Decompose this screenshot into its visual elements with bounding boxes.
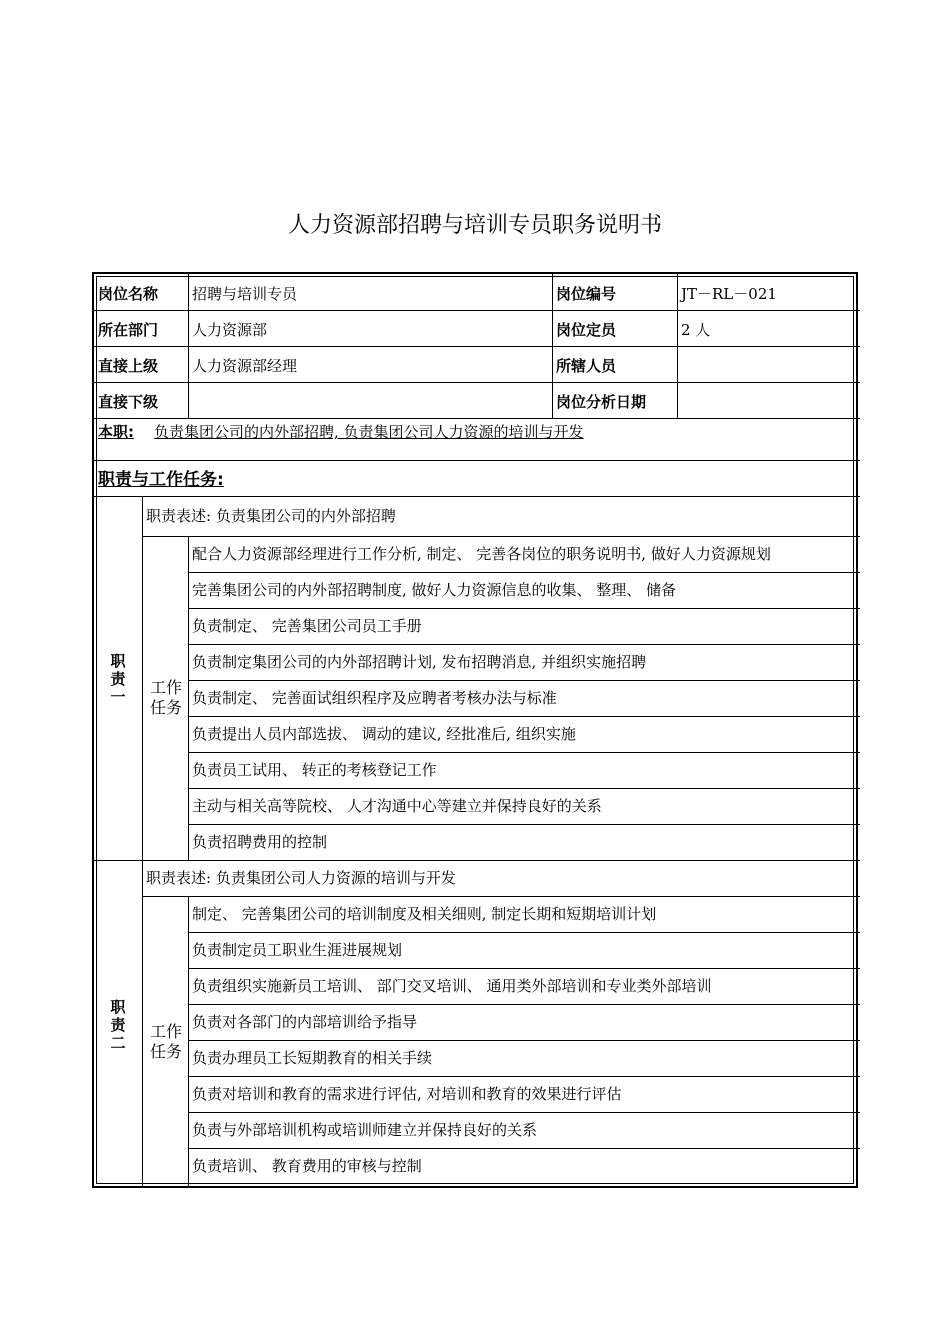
superior-label: 直接上级 xyxy=(98,357,159,375)
duties-heading: 职责与工作任务: xyxy=(98,470,224,490)
duty-1-label: 职 责 一 xyxy=(110,652,126,706)
duty-2-statement: 职责表述: 负责集团公司人力资源的培训与开发 xyxy=(146,869,456,887)
position-code-value: JT－RL－021 xyxy=(681,285,777,303)
duty-2-tasks-label: 工作 任务 xyxy=(149,1022,182,1061)
position-name-value: 招聘与培训专员 xyxy=(192,285,298,303)
duty-1-task-9: 负责招聘费用的控制 xyxy=(192,833,328,851)
duty-1-task-8: 主动与相关高等院校、 人才沟通中心等建立并保持良好的关系 xyxy=(192,797,602,815)
duty-1-task-4: 负责制定集团公司的内外部招聘计划, 发布招聘消息, 并组织实施招聘 xyxy=(192,653,647,671)
duty-2-task-8: 负责培训、 教育费用的审核与控制 xyxy=(192,1157,422,1175)
duty-2-task-3: 负责组织实施新员工培训、 部门交叉培训、 通用类外部培训和专业类外部培训 xyxy=(192,977,712,995)
department-label: 所在部门 xyxy=(98,321,159,339)
document-title: 人力资源部招聘与培训专员职务说明书 xyxy=(287,213,662,238)
duty-2-label: 职 责 二 xyxy=(110,998,126,1052)
duty-2-task-5: 负责办理员工长短期教育的相关手续 xyxy=(192,1049,433,1067)
superior-value: 人力资源部经理 xyxy=(192,357,298,375)
subordinates-label: 所辖人员 xyxy=(556,357,617,375)
duty-1-task-6: 负责提出人员内部选拔、 调动的建议, 经批准后, 组织实施 xyxy=(192,725,576,743)
duty-2-task-2: 负责制定员工职业生涯进展规划 xyxy=(192,941,403,959)
duty-1-task-7: 负责员工试用、 转正的考核登记工作 xyxy=(192,761,437,779)
position-code-label: 岗位编号 xyxy=(556,285,617,303)
job-description-table xyxy=(92,272,858,1188)
duty-1-task-3: 负责制定、 完善集团公司员工手册 xyxy=(192,617,422,635)
duty-2-task-6: 负责对培训和教育的需求进行评估, 对培训和教育的效果进行评估 xyxy=(192,1085,622,1103)
analysis-date-label: 岗位分析日期 xyxy=(556,393,647,411)
duty-1-task-5: 负责制定、 完善面试组织程序及应聘者考核办法与标准 xyxy=(192,689,557,707)
headcount-label: 岗位定员 xyxy=(556,321,617,339)
duty-1-tasks-label: 工作 任务 xyxy=(149,678,182,717)
direct-reports-label: 直接下级 xyxy=(98,393,159,411)
position-name-label: 岗位名称 xyxy=(98,285,159,303)
duty-1-task-1: 配合人力资源部经理进行工作分析, 制定、 完善各岗位的职务说明书, 做好人力资源规划 xyxy=(192,545,771,563)
duty-1-statement: 职责表述: 负责集团公司的内外部招聘 xyxy=(146,507,396,525)
duty-2-task-4: 负责对各部门的内部培训给予指导 xyxy=(192,1013,418,1031)
department-value: 人力资源部 xyxy=(192,321,268,339)
core-duty-text: 负责集团公司的内外部招聘, 负责集团公司人力资源的培训与开发 xyxy=(154,423,584,441)
core-duty-label: 本职: xyxy=(98,423,134,441)
duty-1-task-2: 完善集团公司的内外部招聘制度, 做好人力资源信息的收集、 整理、 储备 xyxy=(192,581,677,599)
duty-2-task-7: 负责与外部培训机构或培训师建立并保持良好的关系 xyxy=(192,1121,538,1139)
headcount-value: 2 人 xyxy=(681,321,711,339)
duty-2-task-1: 制定、 完善集团公司的培训制度及相关细则, 制定长期和短期培训计划 xyxy=(192,905,657,923)
